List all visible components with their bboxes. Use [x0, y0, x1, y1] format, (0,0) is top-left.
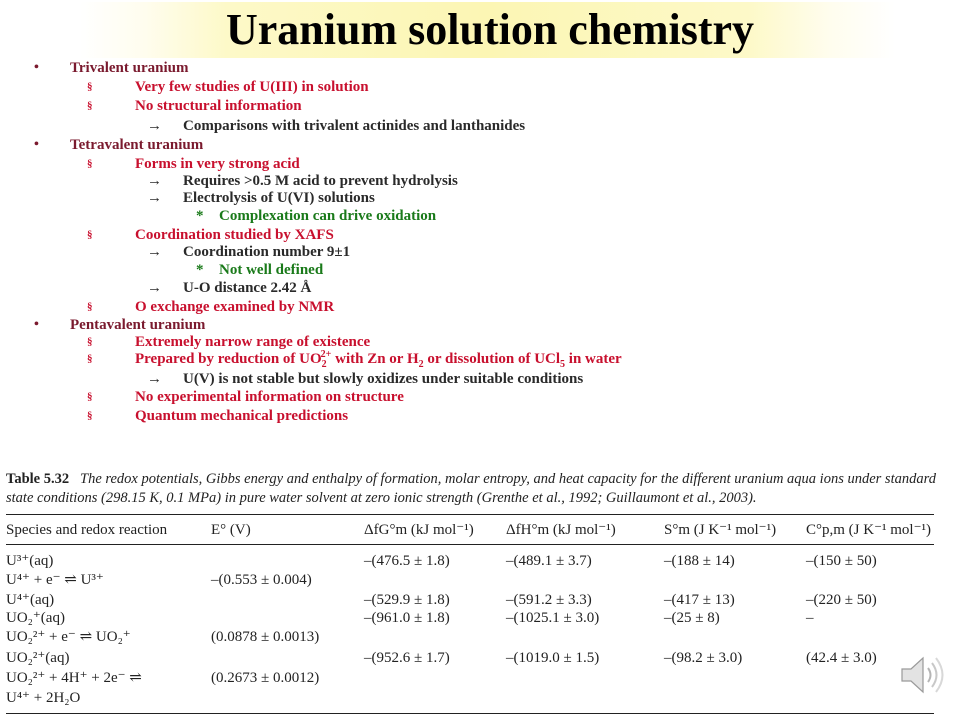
- table-cell-gibbs: –(961.0 ± 1.8): [364, 610, 450, 626]
- bullet-marker-l3: →: [147, 244, 162, 260]
- outline-item-l3: Electrolysis of U(VI) solutions: [183, 190, 375, 206]
- outline-item-l4: Not well defined: [219, 262, 324, 278]
- outline-text-part: 2: [321, 359, 327, 370]
- table-cell-enthalpy: –(1019.0 ± 1.5): [506, 650, 600, 666]
- outline-item-l3: Comparisons with trivalent actinides and lanthanides: [183, 118, 526, 134]
- outline-item-l2: Quantum mechanical predictions: [135, 408, 349, 424]
- table-cell-enthalpy: –(1025.1 ± 3.0): [506, 610, 600, 626]
- outline-item-l2: No experimental information on structure: [135, 389, 404, 405]
- table-bottom-rule: [6, 713, 934, 714]
- table-cell-species: UO₂²⁺ + e⁻ ⇌ UO₂⁺: [6, 629, 131, 645]
- table-cell-heat-capacity: –: [806, 610, 814, 626]
- table-caption-text: The redox potentials, Gibbs energy and enthalpy of formation, molar entropy, and heat capacity for the different uranium aqua ions under standard state conditions (298.15 K, 0.1 MPa) in pure water solvent at zero ionic strength (Grenthe et al., 1992; Guillaumont et al., 2003).: [6, 471, 936, 506]
- table-number: Table 5.32: [6, 471, 70, 487]
- bullet-marker-l2: §: [87, 391, 93, 403]
- outline-item-l2: Forms in very strong acid: [135, 156, 300, 172]
- table-cell-species: U⁴⁺ + 2H₂O: [6, 690, 81, 706]
- bullet-marker-l1: •: [34, 137, 39, 152]
- table-cell-enthalpy: –(489.1 ± 3.7): [506, 553, 592, 569]
- outline-item-l4: Complexation can drive oxidation: [219, 208, 437, 224]
- bullet-marker-l2: §: [87, 81, 93, 93]
- outline-text-part: or dissolution of UCl: [423, 351, 561, 367]
- outline-item-l3: U(V) is not stable but slowly oxidizes under suitable conditions: [183, 371, 584, 387]
- header-col-heat-capacity: C°p,m (J K⁻¹ mol⁻¹): [806, 522, 931, 538]
- table-cell-species: U⁴⁺ + e⁻ ⇌ U³⁺: [6, 572, 104, 588]
- bullet-marker-l2: §: [87, 229, 93, 241]
- header-col-enthalpy: ΔfH°m (kJ mol⁻¹): [506, 522, 616, 538]
- table-cell-heat-capacity: –(220 ± 50): [806, 592, 877, 608]
- bullet-marker-l3: →: [147, 190, 162, 206]
- table-cell-heat-capacity: –(150 ± 50): [806, 553, 877, 569]
- outline-item-l2: No structural information: [135, 98, 302, 114]
- table-cell-potential: –(0.553 ± 0.004): [211, 572, 312, 588]
- outline-item-l1: Pentavalent uranium: [70, 317, 206, 333]
- outline-text-part: with Zn or H: [331, 351, 419, 367]
- bullet-marker-l2: §: [87, 336, 93, 348]
- bullet-marker-l3: →: [147, 118, 162, 134]
- bullet-marker-l4: *: [196, 208, 204, 224]
- outline-item-l3: Requires >0.5 M acid to prevent hydrolysis: [183, 173, 458, 189]
- header-col-gibbs: ΔfG°m (kJ mol⁻¹): [364, 522, 474, 538]
- bullet-marker-l3: →: [147, 280, 162, 296]
- outline-item-l2: Very few studies of U(III) in solution: [135, 79, 369, 95]
- table-top-rule: [6, 514, 934, 515]
- bullet-marker-l2: §: [87, 158, 93, 170]
- bullet-marker-l2: §: [87, 100, 93, 112]
- table-cell-potential: (0.0878 ± 0.0013): [211, 629, 320, 645]
- outline-item-l2: Coordination studied by XAFS: [135, 227, 334, 243]
- outline-item-l2: O exchange examined by NMR: [135, 299, 335, 315]
- table-cell-species: U³⁺(aq): [6, 553, 54, 569]
- table-cell-species: U⁴⁺(aq): [6, 592, 55, 608]
- bullet-marker-l3: →: [147, 173, 162, 189]
- outline-item-l3: U-O distance 2.42 Å: [183, 280, 312, 296]
- header-col-species: Species and redox reaction: [6, 522, 168, 538]
- table-cell-enthalpy: –(591.2 ± 3.3): [506, 592, 592, 608]
- header-col-potential: E° (V): [211, 522, 251, 538]
- table-cell-species: UO₂²⁺(aq): [6, 650, 70, 666]
- outline-text-part: 2+: [320, 349, 332, 360]
- bullet-marker-l2: §: [87, 301, 93, 313]
- bullet-marker-l3: →: [147, 371, 162, 387]
- table-header-rule: [6, 544, 934, 545]
- table-cell-entropy: –(98.2 ± 3.0): [664, 650, 743, 666]
- table-cell-entropy: –(25 ± 8): [664, 610, 720, 626]
- bullet-marker-l4: *: [196, 262, 204, 278]
- outline-text-part: in water: [565, 351, 622, 367]
- table-cell-entropy: –(417 ± 13): [664, 592, 735, 608]
- outline-item-l1: Trivalent uranium: [70, 60, 189, 76]
- bullet-marker-l2: §: [87, 353, 93, 365]
- table-cell-heat-capacity: (42.4 ± 3.0): [806, 650, 877, 666]
- outline-item-l1: Tetravalent uranium: [70, 137, 204, 153]
- outline-text-part: 2: [418, 359, 424, 370]
- table-cell-species: UO₂²⁺ + 4H⁺ + 2e⁻ ⇌: [6, 670, 142, 686]
- speaker-icon[interactable]: [898, 652, 944, 698]
- outline-item-l2: [135, 351, 622, 368]
- table-cell-species: UO₂⁺(aq): [6, 610, 65, 626]
- table-cell-entropy: –(188 ± 14): [664, 553, 735, 569]
- outline-text-part: Prepared by reduction of UO: [135, 351, 322, 367]
- bullet-marker-l1: •: [34, 60, 39, 75]
- bullet-marker-l2: §: [87, 410, 93, 422]
- bullet-marker-l1: •: [34, 317, 39, 332]
- outline-text-part: 5: [560, 359, 566, 370]
- outline-item-l2: Extremely narrow range of existence: [135, 334, 371, 350]
- page-title: Uranium solution chemistry: [226, 5, 754, 54]
- table-cell-gibbs: –(529.9 ± 1.8): [364, 592, 450, 608]
- table-caption: [6, 470, 936, 508]
- header-col-entropy: S°m (J K⁻¹ mol⁻¹): [664, 522, 777, 538]
- table-cell-potential: (0.2673 ± 0.0012): [211, 670, 320, 686]
- outline-item-l3: Coordination number 9±1: [183, 244, 351, 260]
- table-cell-gibbs: –(952.6 ± 1.7): [364, 650, 450, 666]
- data-table: [6, 470, 934, 715]
- table-cell-gibbs: –(476.5 ± 1.8): [364, 553, 450, 569]
